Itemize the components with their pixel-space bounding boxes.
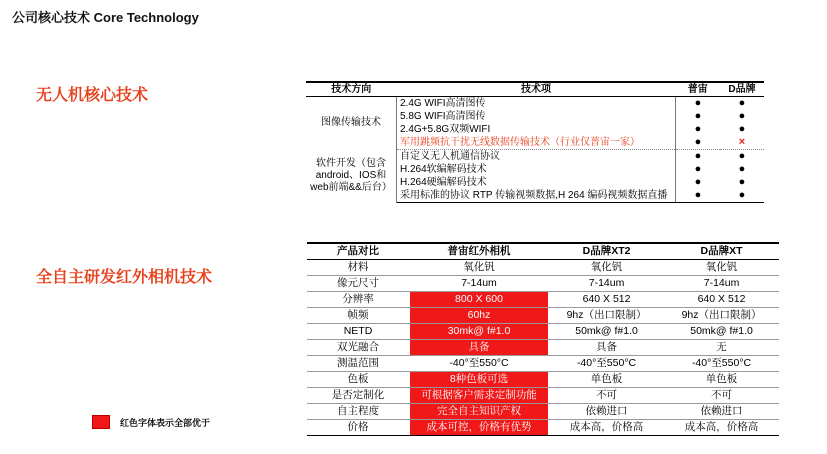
- header-xt: D品牌XT: [664, 243, 779, 260]
- row-label-cell: 像元尺寸: [307, 276, 410, 292]
- puzhou-value-cell: 7-14um: [410, 276, 549, 292]
- xt2-value-cell: 50mk@ f#1.0: [549, 324, 665, 340]
- table-row: [307, 308, 779, 324]
- support-cell: [676, 189, 721, 203]
- header-item: 技术项: [397, 82, 676, 97]
- section-title-drone-tech: 无人机核心技术: [36, 87, 149, 104]
- table-row: [307, 324, 779, 340]
- xt-value-cell: 依赖进口: [664, 404, 779, 420]
- tech-direction-cell: 图像传输技术: [306, 97, 397, 150]
- support-cell: [720, 163, 764, 176]
- tech-item-cell: 2.4G WIFI高清图传: [397, 97, 676, 111]
- support-cell: [720, 189, 764, 203]
- support-cell: [720, 176, 764, 189]
- puzhou-value-cell: 30mk@ f#1.0: [410, 324, 549, 340]
- support-cell: [676, 110, 721, 123]
- header-direction: 技术方向: [306, 82, 397, 97]
- dot-icon: ●: [738, 123, 746, 135]
- header-brand-b: D品牌: [720, 82, 764, 97]
- table-row: [307, 372, 779, 388]
- table-row: [307, 404, 779, 420]
- table-row: [307, 260, 779, 276]
- tech-item-cell: 5.8G WIFI高清图传: [397, 110, 676, 123]
- support-cell: [676, 123, 721, 136]
- puzhou-value-cell: 完全自主知识产权: [410, 404, 549, 420]
- xt-value-cell: 7-14um: [664, 276, 779, 292]
- xt-value-cell: 不可: [664, 388, 779, 404]
- xt-value-cell: 单色板: [664, 372, 779, 388]
- table-row: [307, 292, 779, 308]
- table-row: [307, 276, 779, 292]
- puzhou-value-cell: 成本可控，价格有优势: [410, 420, 549, 436]
- xt-value-cell: 成本高，价格高: [664, 420, 779, 436]
- row-label-cell: 双光融合: [307, 340, 410, 356]
- support-cell: [720, 110, 764, 123]
- tech-item-cell: 2.4G+5.8G双频WIFI: [397, 123, 676, 136]
- puzhou-value-cell: 8种色板可选: [410, 372, 549, 388]
- xt2-value-cell: 依赖进口: [549, 404, 665, 420]
- dot-icon: ●: [738, 176, 746, 188]
- support-cell: [676, 163, 721, 176]
- xt2-value-cell: -40°至550°C: [549, 356, 665, 372]
- support-cell: [676, 97, 721, 111]
- tech-item-cell: 军用跳频抗干扰无线数据传输技术（行业仅普宙一家）: [397, 136, 676, 150]
- xt2-value-cell: 9hz（出口限制）: [549, 308, 665, 324]
- table-row: [306, 97, 764, 111]
- page-title: 公司核心技术 Core Technology: [12, 10, 199, 25]
- header-puzhou-camera: 普宙红外相机: [410, 243, 549, 260]
- table-row: [307, 356, 779, 372]
- section-title-infrared-tech: 全自主研发红外相机技术: [36, 269, 213, 286]
- row-label-cell: 价格: [307, 420, 410, 436]
- puzhou-value-cell: 60hz: [410, 308, 549, 324]
- xt2-value-cell: 不可: [549, 388, 665, 404]
- dot-icon: ●: [694, 176, 702, 188]
- xt2-value-cell: 单色板: [549, 372, 665, 388]
- header-brand-a: 普宙: [676, 82, 721, 97]
- puzhou-value-cell: 具备: [410, 340, 549, 356]
- table-row: [306, 150, 764, 164]
- xt-value-cell: -40°至550°C: [664, 356, 779, 372]
- table-header-row: [306, 82, 764, 97]
- puzhou-value-cell: 氧化钒: [410, 260, 549, 276]
- row-label-cell: 是否定制化: [307, 388, 410, 404]
- row-label-cell: 自主程度: [307, 404, 410, 420]
- xt-value-cell: 640 X 512: [664, 292, 779, 308]
- legend-swatch: [92, 415, 110, 429]
- infrared-comparison-table: [307, 242, 779, 436]
- support-cell: [720, 97, 764, 111]
- dot-icon: ●: [694, 163, 702, 175]
- row-label-cell: 分辨率: [307, 292, 410, 308]
- support-cell: [676, 150, 721, 164]
- dot-icon: ●: [694, 123, 702, 135]
- dot-icon: ●: [694, 189, 702, 201]
- row-label-cell: 帧频: [307, 308, 410, 324]
- row-label-cell: 测温范围: [307, 356, 410, 372]
- row-label-cell: NETD: [307, 324, 410, 340]
- support-cell: [676, 176, 721, 189]
- table-header-row: [307, 243, 779, 260]
- xt2-value-cell: 具备: [549, 340, 665, 356]
- drone-tech-table: [306, 81, 764, 203]
- header-xt2: D品牌XT2: [549, 243, 665, 260]
- dot-icon: ●: [738, 110, 746, 122]
- xt2-value-cell: 成本高，价格高: [549, 420, 665, 436]
- support-cell: [720, 136, 764, 150]
- tech-item-cell: 采用标准的协议 RTP 传输视频数据,H 264 编码视频数据直播: [397, 189, 676, 203]
- xt2-value-cell: 7-14um: [549, 276, 665, 292]
- row-label-cell: 材料: [307, 260, 410, 276]
- header-product: 产品对比: [307, 243, 410, 260]
- dot-icon: ●: [738, 163, 746, 175]
- tech-item-cell: H.264软编解码技术: [397, 163, 676, 176]
- puzhou-value-cell: 800 X 600: [410, 292, 549, 308]
- dot-icon: ●: [738, 189, 746, 201]
- puzhou-value-cell: 可根据客户需求定制功能: [410, 388, 549, 404]
- xt-value-cell: 9hz（出口限制）: [664, 308, 779, 324]
- xt2-value-cell: 640 X 512: [549, 292, 665, 308]
- cross-icon: ×: [738, 136, 746, 148]
- dot-icon: ●: [694, 97, 702, 109]
- table-row: [307, 340, 779, 356]
- xt2-value-cell: 氧化钒: [549, 260, 665, 276]
- puzhou-value-cell: -40°至550°C: [410, 356, 549, 372]
- tech-item-cell: H.264硬编解码技术: [397, 176, 676, 189]
- support-cell: [676, 136, 721, 150]
- tech-item-cell: 自定义无人机通信协议: [397, 150, 676, 164]
- tech-direction-cell: 软件开发（包含android、IOS和web前端&&后台）: [306, 150, 397, 203]
- table-row: [307, 388, 779, 404]
- dot-icon: ●: [694, 110, 702, 122]
- row-label-cell: 色板: [307, 372, 410, 388]
- legend: [92, 415, 210, 429]
- table-row: [307, 420, 779, 436]
- legend-label: 红色字体表示全部优于: [120, 417, 211, 428]
- dot-icon: ●: [694, 150, 702, 162]
- support-cell: [720, 150, 764, 164]
- xt-value-cell: 无: [664, 340, 779, 356]
- dot-icon: ●: [694, 136, 702, 148]
- xt-value-cell: 氧化钒: [664, 260, 779, 276]
- support-cell: [720, 123, 764, 136]
- xt-value-cell: 50mk@ f#1.0: [664, 324, 779, 340]
- dot-icon: ●: [738, 150, 746, 162]
- dot-icon: ●: [738, 97, 746, 109]
